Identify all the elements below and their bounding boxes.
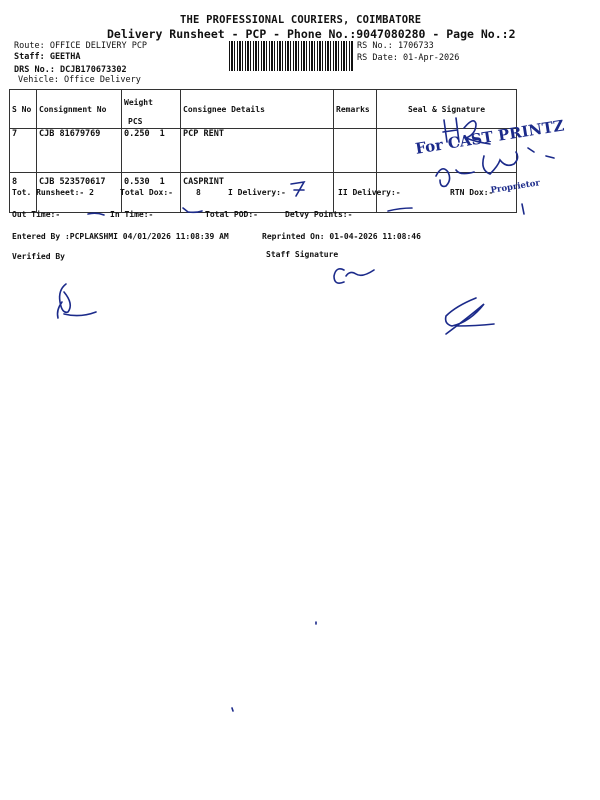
seal-signature-scribble [443, 118, 490, 144]
verified-signature [58, 284, 97, 318]
col-seal-signature: Seal & Signature [377, 90, 517, 129]
verified-by-label: Verified By [12, 252, 65, 261]
drs-number: DRS No.: DCJB170673302 [14, 65, 127, 75]
in-time-label: In Time:- [110, 210, 154, 219]
i-delivery-value [291, 182, 304, 196]
row-pcs: 1 [159, 177, 165, 187]
delivery-points-label: Delvy Points:- [285, 210, 353, 219]
staff-label: Staff: GEETHA [14, 52, 81, 62]
company-name: THE PROFESSIONAL COURIERS, COIMBATORE [180, 14, 422, 26]
out-time-label: Out Time:- [12, 210, 61, 219]
delivery-points-dash [388, 208, 412, 211]
col-pcs: PCS [128, 117, 143, 126]
row-sno: 7 [10, 129, 37, 173]
in-time-dash [183, 208, 202, 212]
vehicle-label: Vehicle: Office Delivery [18, 75, 141, 85]
col-weight: Weight [124, 98, 153, 107]
staff-signature [334, 269, 374, 283]
col-remarks: Remarks [334, 90, 377, 129]
total-dox-value: 8 [196, 188, 201, 197]
row-weight: 0.530 [124, 177, 150, 187]
route-label: Route: OFFICE DELIVERY PCP [14, 41, 148, 51]
rtn-dox-label: RTN Dox:- [450, 188, 494, 197]
row-consignment: CJB 523570617 [37, 173, 122, 213]
row-consignment: CJB 81679769 [37, 129, 122, 173]
stamp-company: For CAST PRINTZ [414, 116, 566, 158]
row-consignee: CASPRINT [181, 173, 334, 213]
tot-runsheet: Tot. Runsheet:- 2 [12, 188, 94, 197]
stamp-proprietor: Proprietor [490, 178, 541, 196]
right-signature [446, 298, 494, 334]
stamp-signature [436, 152, 518, 186]
ii-delivery-label: II Delivery:- [338, 188, 401, 197]
row-pcs: 1 [159, 129, 165, 139]
col-sno: S No [10, 90, 37, 129]
entered-by: Entered By :PCPLAKSHMI 04/01/2026 11:08:39 AM [12, 232, 229, 241]
out-time-dash [88, 213, 104, 215]
row-consignee: PCP RENT [181, 129, 334, 173]
col-consignment: Consignment No [37, 90, 122, 129]
stamp-tick [522, 148, 554, 214]
staff-signature-label: Staff Signature [266, 250, 339, 259]
runsheet-title: Delivery Runsheet - PCP - Phone No.:9047080280 - Page No.:2 [107, 27, 516, 41]
rs-date: RS Date: 01-Apr-2026 [357, 53, 460, 63]
stray-mark [232, 622, 316, 711]
row-weight: 0.250 [124, 129, 150, 139]
total-dox-label: Total Dox:- [120, 188, 173, 197]
total-pod-label: Total POD:- [205, 210, 258, 219]
i-delivery-label: I Delivery:- [228, 188, 286, 197]
rs-number: RS No.: 1706733 [357, 41, 434, 51]
reprinted-on: Reprinted On: 01-04-2026 11:08:46 [262, 232, 421, 241]
row-sno: 8 [10, 173, 37, 213]
col-consignee: Consignee Details [181, 90, 334, 129]
